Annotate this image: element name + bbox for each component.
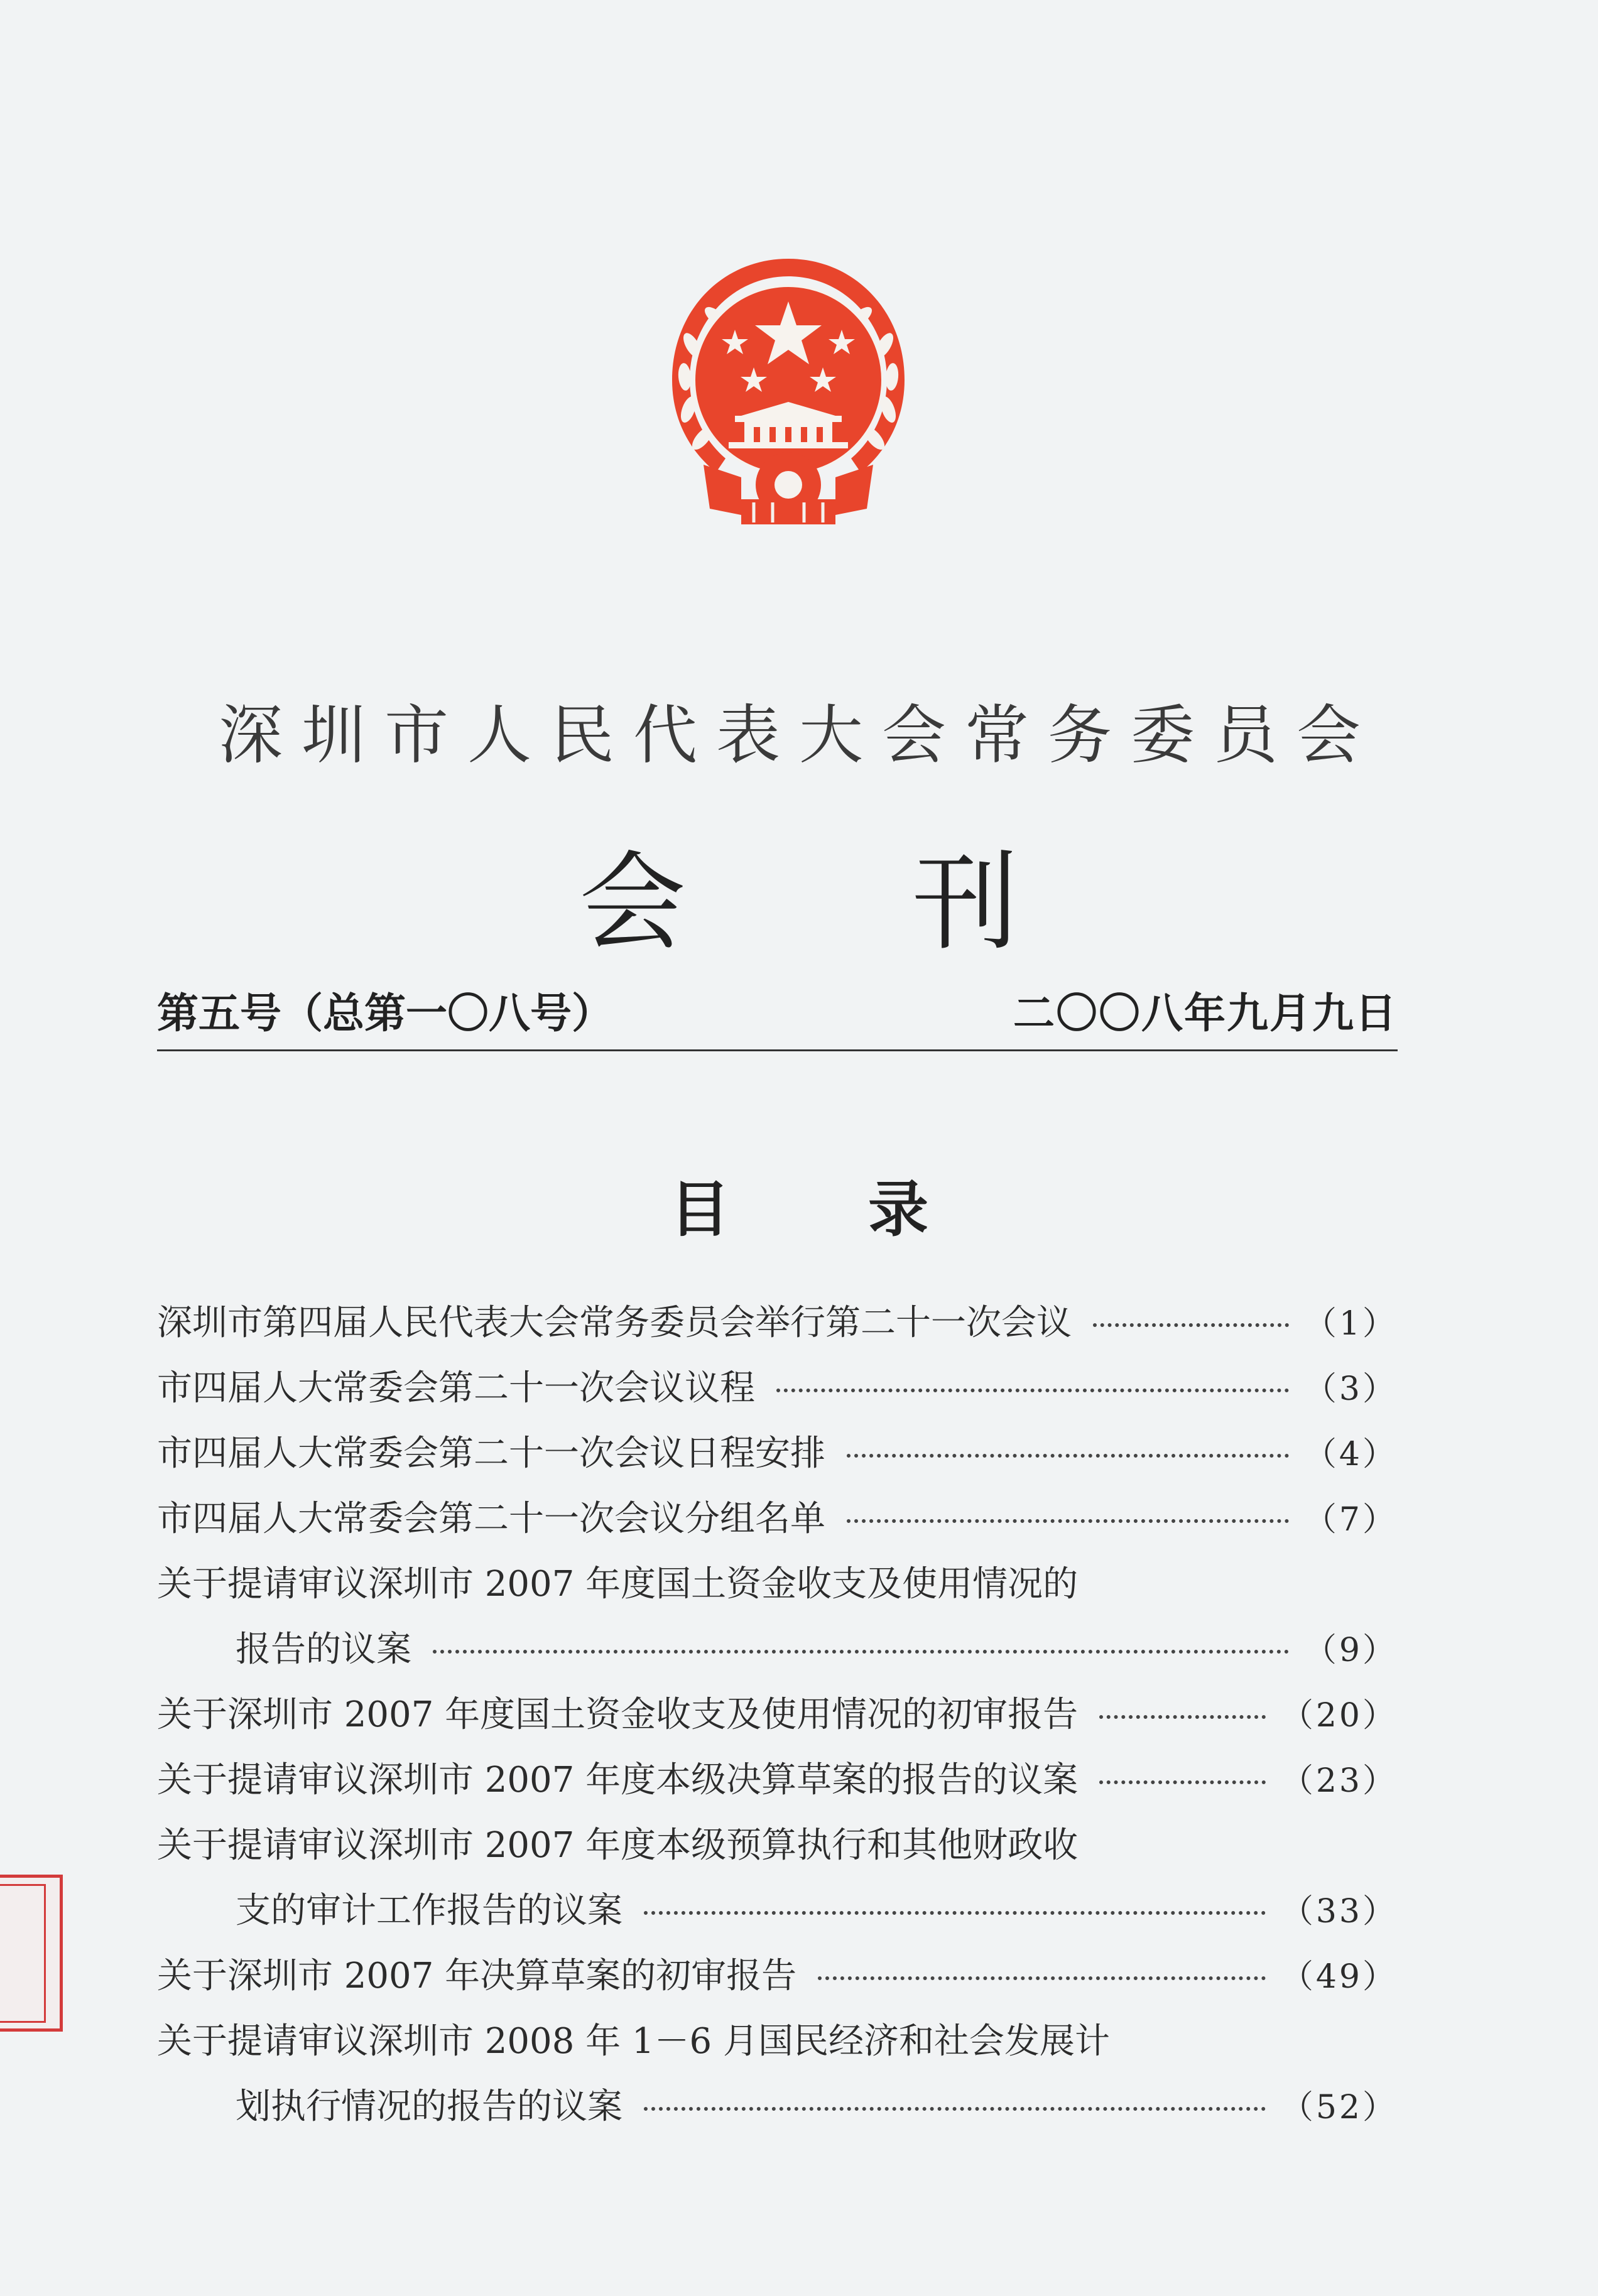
toc-entry-title: 关于提请审议深圳市 2007 年度本级决算草案的报告的议案 [157,1760,1079,1801]
issue-date: 二〇〇八年九月九日 [1013,989,1398,1037]
toc-entry-title: 关于提请审议深圳市 2008 年 1－6 月国民经济和社会发展计 [157,2021,1110,2062]
toc-entry-title: 关于提请审议深圳市 2007 年度国土资金收支及使用情况的 [157,1564,1079,1605]
toc-entry-title: 关于提请审议深圳市 2007 年度本级预算执行和其他财政收 [157,1825,1079,1866]
toc-page-number: （20） [1280,1696,1398,1735]
toc-leader-dots [776,1389,1289,1392]
toc-leader-dots [433,1650,1289,1654]
toc-entry-title: 深圳市第四届人民代表大会常务委员会举行第二十一次会议 [157,1302,1072,1343]
toc-entry-title: 关于深圳市 2007 年决算草案的初审报告 [157,1956,797,1996]
toc-leader-dots [818,1976,1266,1980]
toc-entry [157,1614,1398,1679]
toc-entry-title: 支的审计工作报告的议案 [236,1890,622,1931]
toc-leader-dots [847,1519,1289,1523]
toc-page-number: （1） [1303,1304,1398,1343]
toc-page-number: （9） [1303,1631,1398,1669]
toc-page-number: （23） [1280,1762,1398,1800]
toc-entry [157,1549,1398,1614]
toc-entry-title: 划执行情况的报告的议案 [236,2086,622,2127]
toc-entry [157,1353,1398,1418]
toc-entry [157,1679,1398,1745]
toc-leader-dots [1099,1780,1266,1784]
toc-page-number: （49） [1280,1958,1398,1996]
toc-page-number: （52） [1280,2088,1398,2126]
toc-leader-dots [644,1911,1266,1915]
toc-page-number: （33） [1280,1892,1398,1930]
toc-entry-title: 报告的议案 [236,1629,411,1670]
issue-info [157,980,1398,1042]
toc-leader-dots [847,1454,1289,1458]
toc-entry [157,1745,1398,1810]
national-emblem-icon [647,251,930,540]
journal-title: 会刊 [579,841,1245,965]
toc-entry [157,2006,1398,2071]
toc-leader-dots [644,2107,1266,2111]
toc-entry [157,1287,1398,1353]
toc-leader-dots [1099,1715,1266,1719]
publisher-name: 深圳市人民代表大会常务委员会 [219,698,1379,773]
toc-entry-title: 市四届人大常委会第二十一次会议分组名单 [157,1498,825,1539]
table-of-contents [157,1287,1398,2136]
toc-entry [157,1418,1398,1483]
toc-entry-title: 关于深圳市 2007 年度国土资金收支及使用情况的初审报告 [157,1694,1079,1735]
toc-entry [157,1483,1398,1549]
library-label-sticker [0,1875,63,2032]
issue-number: 第五号（总第一〇八号） [157,989,613,1037]
toc-entry [157,2071,1398,2136]
toc-page-number: （4） [1303,1435,1398,1473]
toc-entry [157,1941,1398,2006]
toc-leader-dots [1093,1323,1289,1327]
toc-heading: 目录 [670,1174,1067,1245]
toc-entry-title: 市四届人大常委会第二十一次会议日程安排 [157,1433,825,1474]
toc-entry-title: 市四届人大常委会第二十一次会议议程 [157,1368,755,1409]
toc-page-number: （7） [1303,1500,1398,1539]
header-divider [157,1049,1398,1051]
toc-entry [157,1875,1398,1941]
toc-entry [157,1810,1398,1875]
toc-page-number: （3） [1303,1370,1398,1408]
